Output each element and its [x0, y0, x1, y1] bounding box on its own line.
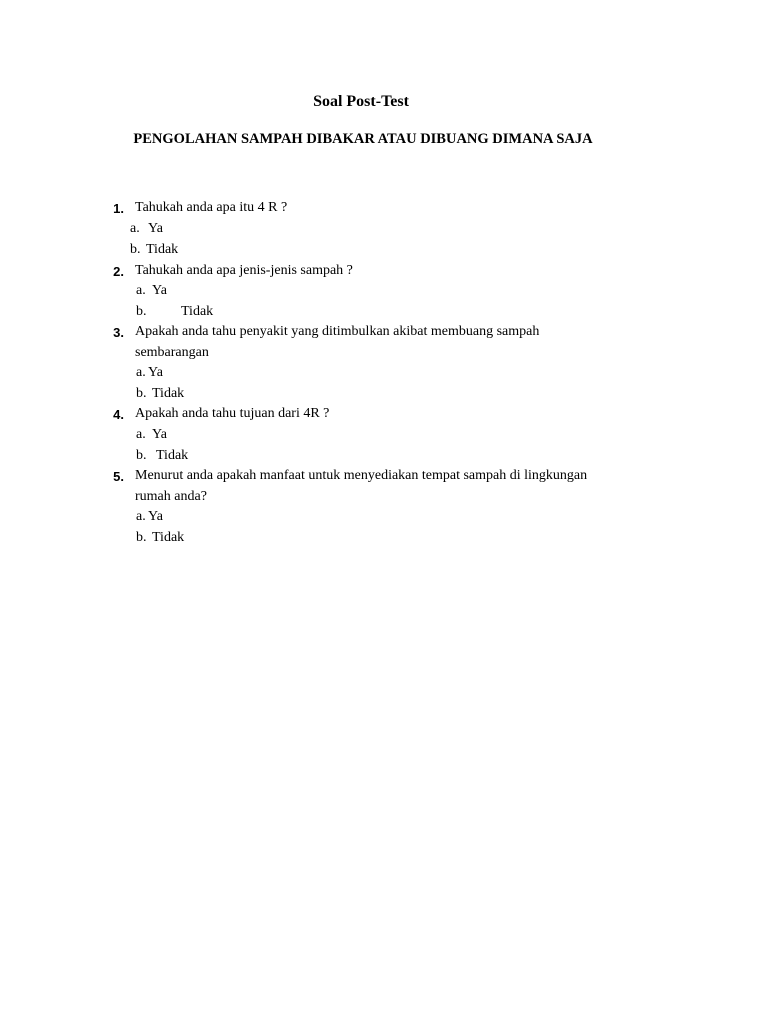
question-number: 4. [113, 407, 124, 422]
option-label: a. [130, 221, 140, 236]
question-text: Tahukah anda apa jenis-jenis sampah ? [135, 263, 353, 278]
option-label: a. [136, 427, 146, 442]
option-label: b. [136, 304, 147, 319]
option-label: b. [136, 530, 147, 545]
document-subtitle: PENGOLAHAN SAMPAH DIBAKAR ATAU DIBUANG DIMANA SAJA [133, 131, 593, 147]
document-title: Soal Post-Test [313, 93, 409, 110]
option-text: Tidak [152, 386, 185, 401]
option-text: Ya [148, 365, 163, 380]
answer-option-b [130, 242, 178, 258]
answer-option-a [136, 283, 167, 299]
option-text: Ya [148, 221, 163, 236]
question-number: 5. [113, 469, 124, 484]
option-text: Tidak [152, 530, 185, 545]
answer-option-b [136, 448, 188, 464]
question-text: Apakah anda tahu penyakit yang ditimbulkan akibat membuang sampah [135, 324, 540, 339]
answer-option-a [136, 365, 163, 381]
answer-option-b [136, 304, 213, 320]
option-label: a. [136, 283, 146, 298]
question-text: Apakah anda tahu tujuan dari 4R ? [135, 406, 330, 421]
question-text-continuation: rumah anda? [135, 489, 207, 504]
answer-option-a [130, 221, 163, 237]
answer-option-a [136, 509, 163, 525]
option-text: Tidak [156, 448, 189, 463]
question-text: Tahukah anda apa itu 4 R ? [135, 200, 288, 215]
answer-option-b [136, 530, 184, 546]
option-label: a. [136, 509, 146, 524]
option-label: b. [136, 386, 147, 401]
option-label: a. [136, 365, 146, 380]
question-text: Menurut anda apakah manfaat untuk menyediakan tempat sampah di lingkungan [135, 468, 588, 483]
answer-option-a [136, 427, 167, 443]
option-text: Tidak [146, 242, 179, 257]
question-number: 3. [113, 325, 124, 340]
question-text-continuation: sembarangan [135, 345, 209, 360]
option-text: Ya [152, 283, 167, 298]
option-label: b. [136, 448, 147, 463]
option-label: b. [130, 242, 141, 257]
option-text: Tidak [181, 304, 214, 319]
question-number: 2. [113, 264, 124, 279]
answer-option-b [136, 386, 184, 402]
option-text: Ya [148, 509, 163, 524]
option-text: Ya [152, 427, 167, 442]
question-number: 1. [113, 201, 124, 216]
